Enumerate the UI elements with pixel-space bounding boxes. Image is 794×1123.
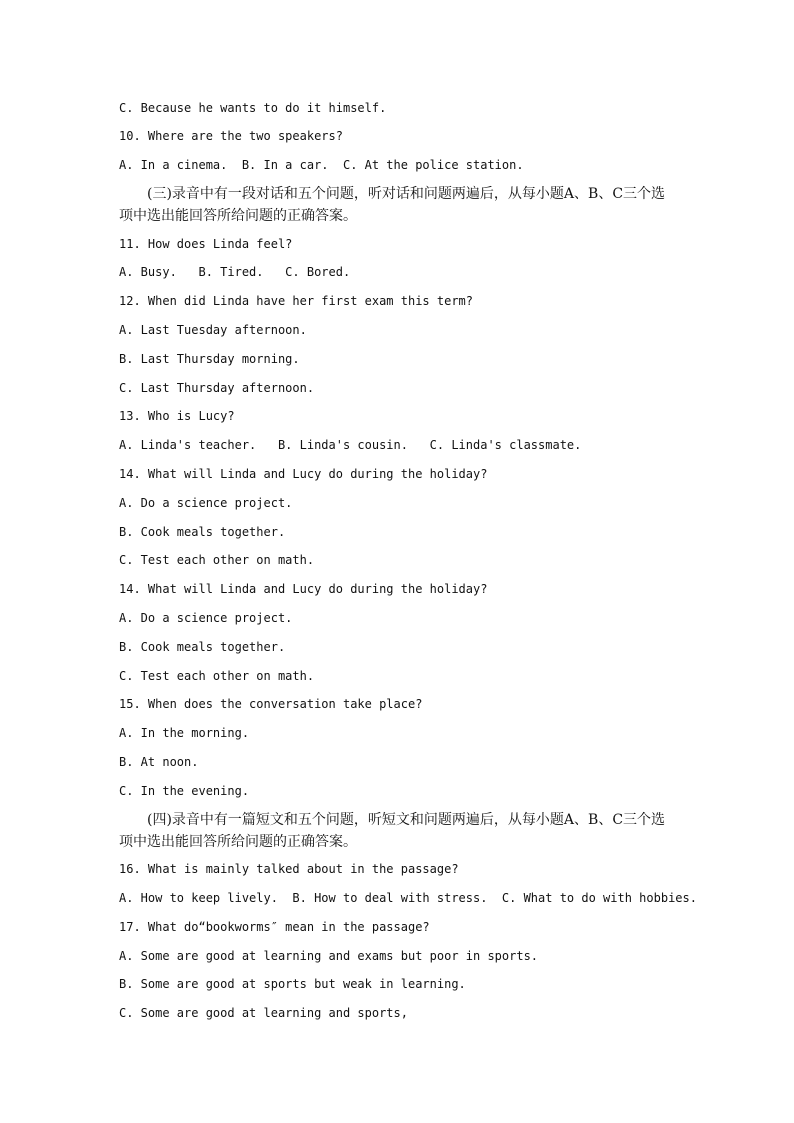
q14-repeat-option-c: C. Test each other on math. [119,669,315,683]
question-11: 11. How does Linda feel? [119,237,293,251]
section-3-instructions: (三)录音中有一段对话和五个问题，听对话和问题两遍后，从每小题A、B、C三个选项中选出能回答所给问题的正确答案。 [119,186,666,224]
q16-options: A. How to keep lively. B. How to deal with stress. C. What to do with hobbies. [119,891,697,905]
question-10: 10. Where are the two speakers? [119,129,343,143]
question-16: 16. What is mainly talked about in the passage? [119,862,459,876]
question-13: 13. Who is Lucy? [119,409,235,423]
q10-options: A. In a cinema. B. In a car. C. At the police station. [119,158,524,172]
q17-option-b: B. Some are good at sports but weak in learning. [119,977,466,991]
q12-option-b: B. Last Thursday morning. [119,352,300,366]
section-4-instructions: (四)录音中有一篇短文和五个问题，听短文和问题两遍后，从每小题A、B、C三个选项中选出能回答所给问题的正确答案。 [119,812,666,850]
q15-option-a: A. In the morning. [119,726,250,740]
q15-option-c: C. In the evening. [119,784,250,798]
question-14-repeat: 14. What will Linda and Lucy do during the holiday? [119,582,488,596]
q11-options: A. Busy. B. Tired. C. Bored. [119,265,351,279]
q12-option-c: C. Last Thursday afternoon. [119,381,315,395]
question-17: 17. What do“bookworms″ mean in the passage? [119,920,430,934]
q17-option-c: C. Some are good at learning and sports, [119,1006,408,1020]
q12-option-a: A. Last Tuesday afternoon. [119,323,307,337]
question-15: 15. When does the conversation take place? [119,697,423,711]
question-14: 14. What will Linda and Lucy do during the holiday? [119,467,488,481]
q14-option-a: A. Do a science project. [119,496,293,510]
q14-option-b: B. Cook meals together. [119,525,286,539]
q14-repeat-option-a: A. Do a science project. [119,611,293,625]
question-12: 12. When did Linda have her first exam this term? [119,294,474,308]
q14-option-c: C. Test each other on math. [119,553,315,567]
q9-option-c: C. Because he wants to do it himself. [119,101,387,115]
q13-options: A. Linda's teacher. B. Linda's cousin. C. Linda's classmate. [119,438,582,452]
q14-repeat-option-b: B. Cook meals together. [119,640,286,654]
q17-option-a: A. Some are good at learning and exams but poor in sports. [119,949,539,963]
q15-option-b: B. At noon. [119,755,199,769]
